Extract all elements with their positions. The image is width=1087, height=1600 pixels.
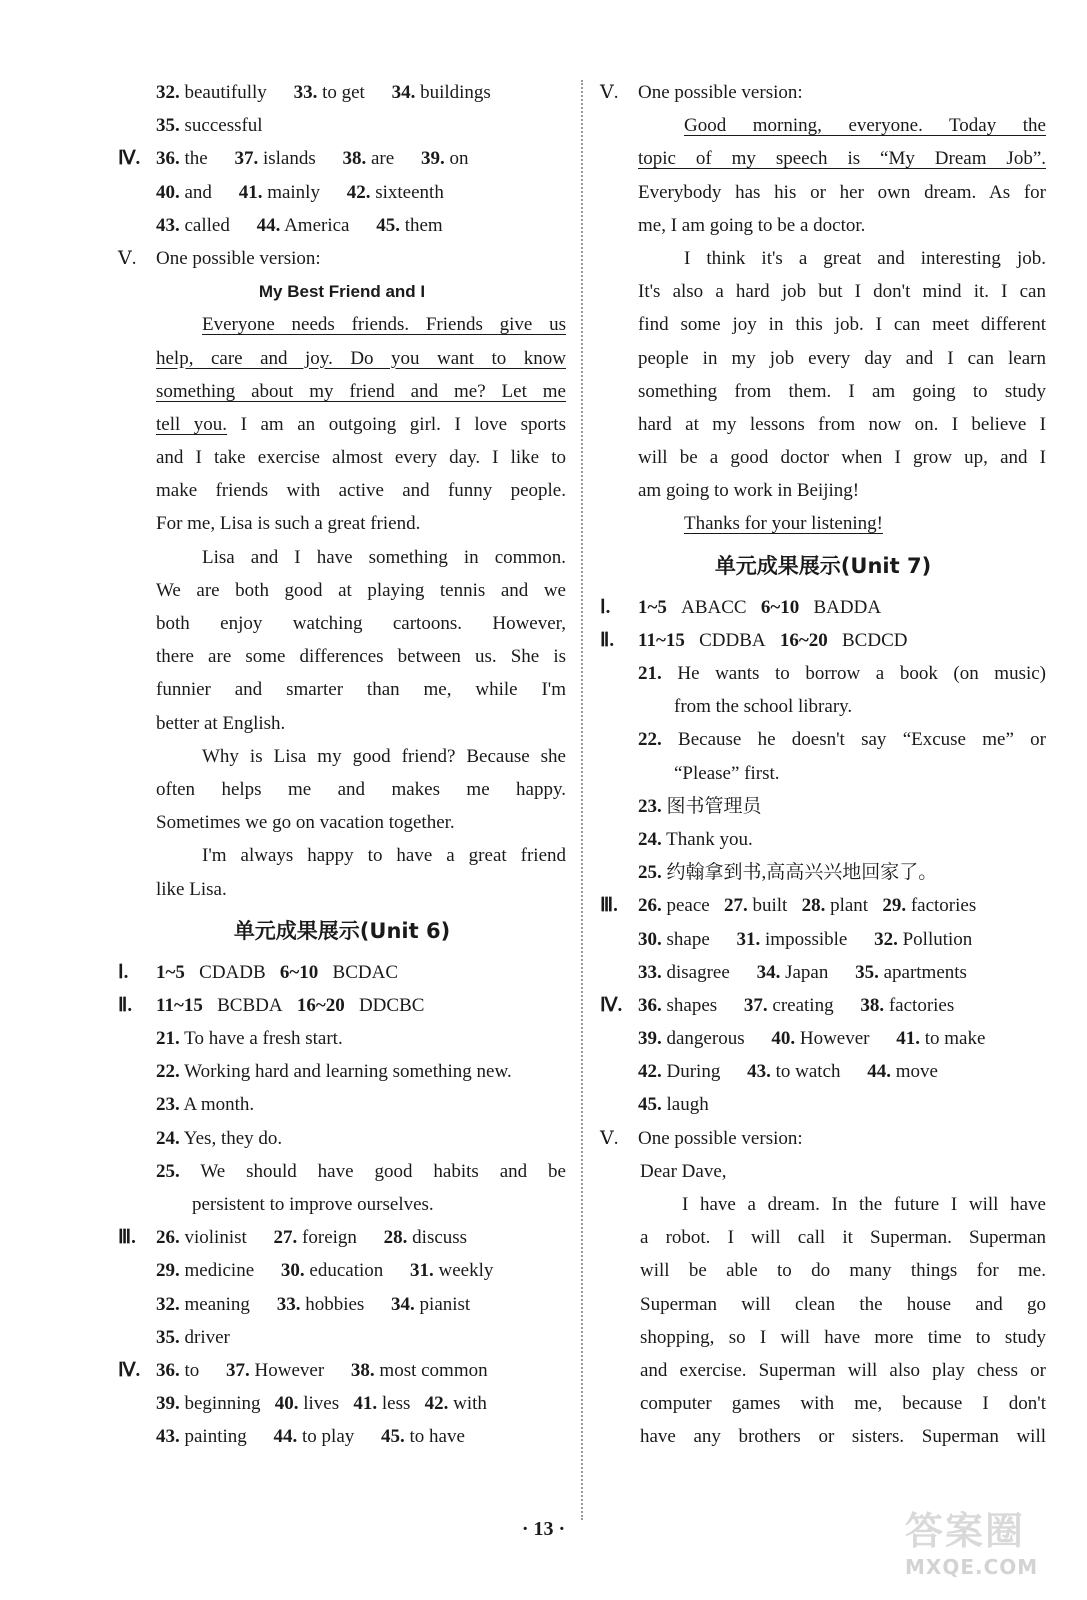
watermark-logo: 答案圈 MXQE.COM [905, 1509, 1039, 1579]
answer-line: 24. Thank you. [638, 828, 753, 850]
answer-line: from the school library. [674, 696, 853, 718]
left-column [118, 76, 566, 1454]
essay-body: Everyone needs friends. Friends give us help, care and joy. Do you want to know something about my friend and me? Let me tell you. I am an outgoing girl. I love sports and I take exercise almost every day. I like to make friends with active and funny people. For me, Lisa is such a great friend. Lisa and I have something in common. We are both good at playing tennis and we both enjoy watching cartoons. However, there are some differences between us. She is funnier and smarter than me, while I'm better at English. Why is Lisa my good friend? Because she often helps me and makes me happy. Sometimes we go on vacation together. I'm always happy to have a great friend like Lisa. [156, 314, 566, 900]
u7-section-v: Ⅴ. One possible version: [600, 1127, 803, 1149]
answer-line: 23. A month. [156, 1094, 255, 1116]
section-iv: Ⅳ. 36. the 37. islands 38. are 39. on [118, 148, 469, 170]
answer-line: 22. Working hard and learning something new. [156, 1061, 512, 1083]
answer-line: 25. 约翰拿到书,高高兴兴地回家了。 [638, 862, 938, 884]
unit-7-heading: 单元成果展示(Unit 7) [714, 553, 932, 578]
answer-line: 21. He wants to borrow a book (on music) [638, 663, 1047, 684]
answer-line: 32. beautifully 33. to get 34. buildings [156, 82, 491, 103]
unit-6-heading: 单元成果展示(Unit 6) [233, 918, 451, 943]
right-column [600, 76, 1046, 1454]
u6-section-iv: Ⅳ. 36. to 37. However 38. most common [118, 1359, 488, 1381]
letter-body: I have a dream. In the future I will have a robot. I will call it Superman. Superman will be able to do many things for me. Superman will clean the house and go shopping, so I will have more time to study and exercise. Superman will also play chess or computer games with me, because I don't have any brothers or sisters. Superman will [640, 1194, 1046, 1448]
section-v: Ⅴ. One possible version: [600, 82, 803, 103]
essay-title: My Best Friend and I [258, 282, 426, 302]
answer-line: 43. painting 44. to play 45. to have [156, 1426, 465, 1448]
answer-line: 35. successful [156, 115, 263, 137]
u6-section-ii: Ⅱ. 11~15 BCBDA 16~20 DDCBC [118, 994, 425, 1016]
answer-line: 21. To have a fresh start. [156, 1028, 343, 1050]
column-divider [581, 80, 583, 1520]
answer-line: 35. driver [156, 1326, 230, 1348]
u6-section-iii: Ⅲ. 26. violinist 27. foreign 28. discuss [118, 1227, 468, 1249]
answer-line: 30. shape 31. impossible 32. Pollution [638, 928, 973, 950]
answer-line: 39. beginning 40. lives 41. less 42. with [156, 1393, 487, 1415]
answer-line: persistent to improve ourselves. [192, 1194, 434, 1215]
page-number: · 13 · [521, 1518, 566, 1540]
answer-line: 45. laugh [638, 1094, 709, 1116]
speech-body: Good morning, everyone. Today the topic of my speech is “My Dream Job”. Everybody has his or her own dream. As for me, I am going to be a doctor. I think it's a great and interesting job. It's also a hard job but I don't mind it. I can find some joy in this job. I can meet different people in my job every day and I can learn something from them. I am going to study hard at my lessons from now on. I believe I will be a good doctor when I grow up, and I am going to work in Beijing! Thanks for your listening! [638, 115, 1046, 535]
answer-line: 23. 图书管理员 [638, 795, 762, 817]
answer-line: “Please” first. [674, 762, 780, 784]
u7-section-iii: Ⅲ. 26. peace 27. built 28. plant 29. factories [600, 895, 977, 917]
answer-line: 22. Because he doesn't say “Excuse me” or [638, 729, 1046, 751]
u7-section-ii: Ⅱ. 11~15 CDDBA 16~20 BCDCD [600, 629, 908, 651]
answer-line: 40. and 41. mainly 42. sixteenth [156, 181, 444, 203]
answer-line: 32. meaning 33. hobbies 34. pianist [156, 1293, 471, 1315]
answer-line: 43. called 44. America 45. them [156, 214, 443, 236]
u7-section-iv: Ⅳ. 36. shapes 37. creating 38. factories [600, 994, 955, 1016]
answer-line: 24. Yes, they do. [156, 1127, 283, 1149]
answer-line: 39. dangerous 40. However 41. to make [638, 1028, 986, 1050]
answer-line: 29. medicine 30. education 31. weekly [156, 1260, 494, 1282]
answer-line: 33. disagree 34. Japan 35. apartments [638, 961, 967, 983]
u7-section-i: Ⅰ. 1~5 ABACC 6~10 BADDA [600, 596, 882, 618]
u6-section-i: Ⅰ. 1~5 CDADB 6~10 BCDAC [118, 961, 399, 983]
answer-line: 42. During 43. to watch 44. move [638, 1061, 938, 1083]
letter-greeting: Dear Dave, [640, 1160, 727, 1182]
answer-line: 25. We should have good habits and be [156, 1160, 566, 1182]
section-v: Ⅴ. One possible version: [118, 247, 321, 269]
